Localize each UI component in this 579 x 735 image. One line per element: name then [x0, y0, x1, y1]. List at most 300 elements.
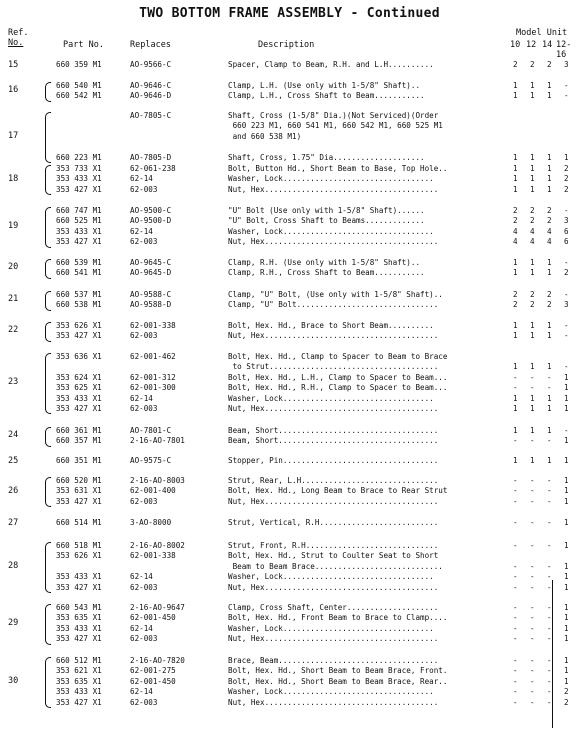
header-description: Description [258, 40, 315, 50]
qty-model-10: 1 [513, 268, 518, 278]
replaces-number: 62-001-312 [130, 372, 176, 382]
description: Strut, Front, R.H............................. [228, 541, 439, 550]
description: Spacer, Clamp to Beam, R.H. and L.H.......... [228, 60, 434, 69]
qty-model-14: - [547, 496, 552, 506]
description: Washer, Lock................................. [228, 393, 434, 403]
description: Bolt, Hex. Hd., Brace to Short Beam.......... [228, 321, 434, 330]
qty-model-14: 1 [547, 258, 552, 267]
page-title: TWO BOTTOM FRAME ASSEMBLY - Continued [139, 6, 440, 21]
description: Bolt, Hex. Hd., Clamp to Spacer to Beam to Brace [228, 352, 448, 361]
replaces-number: 62-14 [130, 393, 153, 403]
replaces-number: AO-7805-D [130, 152, 172, 162]
qty-model-10: - [513, 603, 518, 612]
qty-model-10: - [513, 561, 518, 571]
qty-model-12: 1 [530, 184, 535, 194]
replaces-number: 3-AO-8000 [130, 518, 172, 527]
qty-model-10: 1 [513, 164, 518, 173]
qty-model-12-16: 3 [564, 60, 569, 69]
qty-model-12: 2 [530, 300, 535, 310]
qty-model-14: - [547, 623, 552, 633]
replaces-number: 62-003 [130, 634, 158, 644]
qty-model-10: - [513, 676, 518, 686]
description: Clamp, R.H., Cross Shaft to Beam........... [228, 268, 425, 278]
qty-model-14: 1 [547, 91, 552, 101]
qty-model-10: - [513, 656, 518, 665]
replaces-number: 62-14 [130, 572, 153, 582]
table-row [0, 164, 579, 174]
table-row [0, 677, 579, 687]
description: Beam, Short................................... [228, 436, 439, 446]
table-row [0, 603, 579, 613]
table-row [0, 331, 579, 341]
table-row [0, 572, 579, 582]
qty-model-10: - [513, 666, 518, 676]
qty-model-12-16: 3 [564, 300, 569, 310]
description: "U" Bolt, Cross Shaft to Beams............. [228, 216, 425, 226]
description: Washer, Lock................................. [228, 174, 434, 184]
qty-model-10: - [513, 697, 518, 707]
qty-model-12-16: 1 [564, 518, 569, 527]
qty-model-12: - [530, 687, 535, 697]
qty-model-12: - [530, 603, 535, 612]
qty-model-10: 4 [513, 226, 518, 236]
qty-model-10: 1 [513, 174, 518, 184]
qty-model-14: - [547, 656, 552, 665]
qty-model-10: 1 [513, 91, 518, 101]
qty-model-10: 1 [513, 258, 518, 267]
qty-model-12-16: 1 [564, 393, 569, 403]
table-row [0, 476, 579, 486]
qty-model-14: 1 [547, 321, 552, 330]
ref-number: 26 [8, 485, 19, 496]
qty-model-14: - [547, 372, 552, 382]
qty-model-12-16: 1 [564, 476, 569, 485]
table-row [0, 541, 579, 551]
qty-model-12: 2 [530, 60, 535, 69]
qty-model-10: - [513, 436, 518, 446]
replaces-number: AO-9645-D [130, 268, 172, 278]
table-row [0, 551, 579, 561]
qty-model-12: - [530, 613, 535, 623]
qty-model-12: - [530, 623, 535, 633]
part-number: 353 427 X1 [56, 237, 102, 247]
description: Bolt, Hex. Hd., Short Beam to Beam Brace, Front. [228, 666, 448, 676]
qty-model-14: - [547, 383, 552, 393]
qty-model-12-16: 2 [564, 697, 569, 707]
qty-model-14: 1 [547, 184, 552, 194]
qty-model-10: - [513, 541, 518, 550]
part-number: 353 621 X1 [56, 666, 102, 676]
qty-model-12-16: 1 [564, 404, 569, 413]
ref-number: 29 [8, 617, 19, 628]
table-row [0, 436, 579, 446]
part-number: 660 540 M1 [56, 81, 102, 90]
qty-model-10: - [513, 623, 518, 633]
replaces-number: 2-16-AO-7801 [130, 436, 185, 446]
table-row [0, 174, 579, 184]
replaces-number: AO-9646-D [130, 91, 172, 101]
part-number: 660 351 M1 [56, 456, 102, 465]
part-number: 660 514 M1 [56, 518, 102, 527]
qty-model-14: 1 [547, 362, 552, 372]
part-number: 353 427 X1 [56, 496, 102, 506]
part-number: 353 427 X1 [56, 184, 102, 194]
table-row [0, 132, 579, 142]
qty-model-10: 1 [513, 404, 518, 413]
replaces-number: 62-001-275 [130, 666, 176, 676]
qty-model-10: 1 [513, 456, 518, 465]
qty-model-10: - [513, 582, 518, 592]
qty-model-12: 1 [530, 393, 535, 403]
qty-model-10: 1 [513, 81, 518, 90]
table-row [0, 227, 579, 237]
qty-model-10: - [513, 372, 518, 382]
qty-model-12: 4 [530, 237, 535, 247]
table-row [0, 352, 579, 362]
part-number: 660 539 M1 [56, 258, 102, 267]
qty-model-12-16: 1 [564, 541, 569, 550]
qty-model-12: - [530, 697, 535, 707]
qty-model-14: 2 [547, 206, 552, 215]
description: Nut, Hex...................................... [228, 634, 439, 644]
description: Bolt, Hex. Hd., Strut to Coulter Seat to Short [228, 551, 439, 561]
replaces-number: 62-003 [130, 404, 158, 413]
header-ref-line1: Ref. [8, 28, 29, 38]
qty-model-12: - [530, 656, 535, 665]
table-row [0, 687, 579, 697]
table-row [0, 486, 579, 496]
qty-model-12-16: 1 [564, 666, 569, 676]
table-row [0, 656, 579, 666]
qty-model-12: 1 [530, 331, 535, 341]
header-model-12: 12 [526, 40, 537, 50]
ref-number: 16 [8, 85, 19, 96]
qty-model-10: - [513, 476, 518, 485]
qty-model-12: 1 [530, 456, 535, 465]
description: Nut, Hex...................................... [228, 582, 439, 592]
qty-model-12-16: 6 [564, 226, 569, 236]
qty-model-12-16: 1 [564, 496, 569, 506]
ref-number: 19 [8, 220, 19, 231]
qty-model-12-16: - [564, 258, 569, 267]
qty-model-14: - [547, 476, 552, 485]
qty-model-12: 1 [530, 321, 535, 330]
column-divider [552, 580, 553, 728]
replaces-number: 62-001-450 [130, 613, 176, 623]
qty-model-14: 1 [547, 81, 552, 90]
description: Beam to Beam Brace............................ [228, 561, 443, 571]
table-row [0, 404, 579, 414]
description: 660 223 M1, 660 541 M1, 660 542 M1, 660 525 M1 [228, 121, 443, 131]
replaces-number: 62-001-338 [130, 321, 176, 330]
table-row [0, 81, 579, 91]
description: Bolt, Hex. Hd., R.H., Clamp to Spacer to Beam... [228, 383, 448, 393]
replaces-number: AO-9566-C [130, 60, 172, 69]
replaces-number: 62-003 [130, 496, 158, 506]
qty-model-12: - [530, 486, 535, 496]
qty-model-12-16: 1 [564, 656, 569, 665]
ref-number: 22 [8, 325, 19, 336]
part-number: 353 433 X1 [56, 572, 102, 582]
table-row [0, 91, 579, 101]
qty-model-12-16: 1 [564, 603, 569, 612]
ref-number: 17 [8, 131, 19, 141]
ref-number: 27 [8, 518, 19, 528]
header-ref-line2: No. [8, 38, 24, 48]
qty-model-14: - [547, 687, 552, 697]
qty-model-10: 1 [513, 331, 518, 341]
replaces-number: 62-061-238 [130, 164, 176, 173]
part-number: 353 635 X1 [56, 613, 102, 623]
qty-model-12: - [530, 572, 535, 582]
table-row [0, 497, 579, 507]
table-row [0, 142, 579, 152]
qty-model-12: 1 [530, 164, 535, 173]
part-number: 353 625 X1 [56, 383, 102, 393]
qty-model-12-16: 1 [564, 486, 569, 496]
qty-model-12-16: 1 [564, 634, 569, 644]
description: Shaft, Cross, 1.75" Dia.................... [228, 152, 425, 162]
table-row [0, 153, 579, 163]
qty-model-14: 1 [547, 404, 552, 413]
qty-model-14: - [547, 561, 552, 571]
replaces-number: 62-003 [130, 697, 158, 707]
qty-model-12: - [530, 383, 535, 393]
header-model-unit: Model Unit [516, 28, 568, 38]
qty-model-14: - [547, 634, 552, 644]
qty-model-12: - [530, 634, 535, 644]
replaces-number: AO-9575-C [130, 456, 172, 465]
qty-model-12-16: 2 [564, 164, 569, 173]
replaces-number: 2-16-AO-8003 [130, 476, 185, 485]
qty-model-12: - [530, 666, 535, 676]
qty-model-12: - [530, 582, 535, 592]
ref-number: 18 [8, 173, 19, 184]
qty-model-14: 1 [547, 174, 552, 184]
qty-model-10: 1 [513, 362, 518, 372]
qty-model-12: 1 [530, 152, 535, 162]
ref-number: 25 [8, 456, 19, 466]
replaces-number: 62-003 [130, 331, 158, 341]
table-row [0, 583, 579, 593]
qty-model-10: 1 [513, 393, 518, 403]
ref-number: 21 [8, 294, 19, 305]
qty-model-12-16: 1 [564, 623, 569, 633]
qty-model-14: 1 [547, 268, 552, 278]
part-number: 660 518 M1 [56, 541, 102, 550]
qty-model-10: - [513, 496, 518, 506]
part-number: 660 747 M1 [56, 206, 102, 215]
qty-model-10: 2 [513, 206, 518, 215]
qty-model-12-16: 1 [564, 152, 569, 162]
description: and 660 538 M1) [228, 131, 302, 141]
part-number: 660 520 M1 [56, 476, 102, 485]
ref-number: 30 [8, 676, 19, 686]
qty-model-14: - [547, 676, 552, 686]
qty-model-12: - [530, 496, 535, 506]
qty-model-12-16: 3 [564, 216, 569, 226]
description: Bolt, Hex. Hd., L.H., Clamp to Spacer to Beam... [228, 372, 448, 382]
part-number: 353 427 X1 [56, 697, 102, 707]
qty-model-12: - [530, 372, 535, 382]
qty-model-12-16: 1 [564, 436, 569, 446]
qty-model-14: - [547, 541, 552, 550]
description: Nut, Hex...................................... [228, 697, 439, 707]
qty-model-14: 4 [547, 226, 552, 236]
replaces-number: 62-001-400 [130, 486, 176, 496]
qty-model-10: 1 [513, 426, 518, 435]
qty-model-12-16: 1 [564, 456, 569, 465]
part-number: 353 624 X1 [56, 372, 102, 382]
table-row [0, 624, 579, 634]
part-number: 353 433 X1 [56, 623, 102, 633]
description: Bolt, Hex. Hd., Front Beam to Brace to Clamp.... [228, 613, 448, 623]
description: Clamp, Cross Shaft, Center.................... [228, 603, 439, 612]
table-row [0, 613, 579, 623]
part-number: 353 433 X1 [56, 687, 102, 697]
ref-number: 24 [8, 430, 19, 441]
replaces-number: 2-16-AO-8002 [130, 541, 185, 550]
part-number: 660 361 M1 [56, 426, 102, 435]
description: Nut, Hex...................................... [228, 331, 439, 341]
qty-model-12-16: 2 [564, 174, 569, 184]
description: Strut, Vertical, R.H.......................... [228, 518, 439, 527]
description: Stopper, Pin.................................. [228, 456, 439, 465]
part-number: 660 537 M1 [56, 290, 102, 299]
qty-model-12-16: 1 [564, 383, 569, 393]
qty-model-14: - [547, 436, 552, 446]
replaces-number: 62-001-450 [130, 676, 176, 686]
part-number: 353 631 X1 [56, 486, 102, 496]
qty-model-12: - [530, 436, 535, 446]
replaces-number: 62-14 [130, 687, 153, 697]
qty-model-14: 1 [547, 331, 552, 341]
header-model-10: 10 [510, 40, 521, 50]
replaces-number: 62-001-338 [130, 551, 176, 561]
qty-model-14: - [547, 486, 552, 496]
qty-model-12: 1 [530, 91, 535, 101]
table-row [0, 60, 579, 70]
part-number: 660 359 M1 [56, 60, 102, 69]
replaces-number: AO-9500-D [130, 216, 172, 226]
description: Nut, Hex...................................... [228, 184, 439, 194]
qty-model-14: 2 [547, 290, 552, 299]
description: Clamp, "U" Bolt............................... [228, 300, 439, 310]
qty-model-14: - [547, 603, 552, 612]
qty-model-10: 1 [513, 321, 518, 330]
replaces-number: 62-003 [130, 184, 158, 194]
part-number: 660 525 M1 [56, 216, 102, 226]
qty-model-10: 2 [513, 300, 518, 310]
table-row [0, 268, 579, 278]
part-number: 660 542 M1 [56, 91, 102, 101]
qty-model-12-16: 2 [564, 268, 569, 278]
qty-model-12-16: - [564, 362, 569, 372]
qty-model-12: 1 [530, 362, 535, 372]
description: Washer, Lock................................. [228, 623, 434, 633]
part-number: 353 427 X1 [56, 331, 102, 341]
qty-model-10: - [513, 518, 518, 527]
qty-model-14: - [547, 582, 552, 592]
qty-model-12-16: - [564, 331, 569, 341]
header-model-14: 14 [542, 40, 553, 50]
qty-model-12: 1 [530, 404, 535, 413]
qty-model-10: 2 [513, 60, 518, 69]
part-number: 353 626 X1 [56, 321, 102, 330]
qty-model-12-16: 1 [564, 561, 569, 571]
qty-model-10: - [513, 613, 518, 623]
qty-model-10: 2 [513, 216, 518, 226]
header-replaces: Replaces [130, 40, 171, 50]
qty-model-12-16: - [564, 290, 569, 299]
qty-model-12: - [530, 476, 535, 485]
table-row [0, 321, 579, 331]
description: Strut, Rear, L.H.............................. [228, 476, 439, 485]
qty-model-12: 1 [530, 258, 535, 267]
description: Clamp, L.H. (Use only with 1-5/8" Shaft).. [228, 81, 421, 90]
qty-model-12: - [530, 676, 535, 686]
description: Nut, Hex...................................... [228, 404, 439, 413]
part-number: 353 433 X1 [56, 226, 102, 236]
replaces-number: 2-16-AO-9647 [130, 603, 185, 612]
description: Bolt, Button Hd., Short Beam to Base, Top Hole.. [228, 164, 448, 173]
qty-model-14: - [547, 697, 552, 707]
qty-model-12-16: - [564, 91, 569, 101]
replaces-number: AO-9500-C [130, 206, 172, 215]
qty-model-10: 2 [513, 290, 518, 299]
qty-model-12: 4 [530, 226, 535, 236]
replaces-number: 62-003 [130, 237, 158, 247]
replaces-number: AO-9646-C [130, 81, 172, 90]
replaces-number: 62-14 [130, 174, 153, 184]
replaces-number: AO-9645-C [130, 258, 172, 267]
table-row [0, 426, 579, 436]
table-row [0, 362, 579, 372]
qty-model-12: 2 [530, 216, 535, 226]
qty-model-12: 1 [530, 426, 535, 435]
table-row [0, 111, 579, 121]
header-part-no: Part No. [63, 40, 104, 50]
qty-model-12: - [530, 518, 535, 527]
qty-model-14: - [547, 572, 552, 582]
table-row [0, 383, 579, 393]
qty-model-12: - [530, 541, 535, 550]
qty-model-14: 1 [547, 393, 552, 403]
replaces-number: 62-001-300 [130, 383, 176, 393]
qty-model-10: 1 [513, 184, 518, 194]
qty-model-14: 2 [547, 216, 552, 226]
description: Bolt, Hex. Hd., Short Beam to Beam Brace, Rear.. [228, 676, 448, 686]
qty-model-14: - [547, 666, 552, 676]
replaces-number: 62-14 [130, 226, 153, 236]
qty-model-12-16: - [564, 81, 569, 90]
qty-model-12: 1 [530, 268, 535, 278]
ref-number: 23 [8, 377, 19, 388]
qty-model-12-16: - [564, 426, 569, 435]
qty-model-12: 2 [530, 206, 535, 215]
qty-model-12-16: - [564, 206, 569, 215]
table-row [0, 258, 579, 268]
part-number: 353 433 X1 [56, 174, 102, 184]
replaces-number: 2-16-AO-7820 [130, 656, 185, 665]
description: Clamp, "U" Bolt, (Use only with 1-5/8" Shaft).. [228, 290, 443, 299]
qty-model-14: - [547, 613, 552, 623]
part-number: 353 433 X1 [56, 393, 102, 403]
replaces-number: 62-14 [130, 623, 153, 633]
table-row [0, 698, 579, 708]
part-number: 353 635 X1 [56, 676, 102, 686]
qty-model-10: - [513, 572, 518, 582]
